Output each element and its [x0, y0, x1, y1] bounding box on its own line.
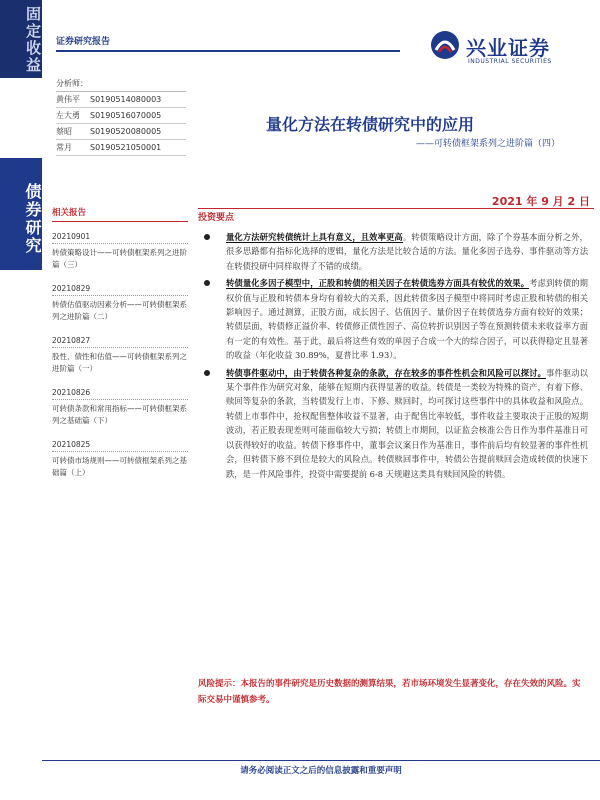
bullet-icon	[204, 370, 210, 376]
sidebar-subcategory-label: 债券研究	[23, 183, 42, 255]
analyst-heading: 分析师：	[56, 76, 186, 92]
analyst-id: S0190521050001	[90, 143, 162, 152]
analyst-row	[56, 92, 186, 108]
company-logo	[430, 28, 590, 72]
analyst-name: 常月	[56, 143, 72, 152]
related-report-date: 20210825	[52, 440, 188, 452]
analyst-id: S0190520080005	[90, 127, 162, 136]
header-divider	[56, 50, 400, 52]
related-reports	[52, 206, 188, 492]
related-report-title: 可转债市场规则——可转债框架系列之基础篇（上）	[52, 456, 187, 477]
related-report-title: 转债策略设计——可转债框架系列之进阶篇（三）	[52, 248, 187, 269]
report-title: 量化方法在转债研究中的应用	[265, 115, 474, 134]
sidebar-category-label: 固定收益	[24, 6, 42, 74]
related-report-title: 股性、债性和估值——可转债框架系列之进阶篇（一）	[52, 352, 187, 373]
key-point-lead: 量化方法研究转债统计上具有意义，且效率更高	[226, 232, 403, 242]
section-heading: 投资要点	[198, 213, 235, 223]
related-report-date: 20210829	[52, 284, 188, 296]
bullet-icon	[204, 234, 210, 240]
related-report-date: 20210827	[52, 336, 188, 348]
key-point-lead: 转债事件驱动中，由于转债各种复杂的条款，存在较多的事件性机会和风险可以探讨。	[226, 367, 546, 378]
key-point	[198, 366, 588, 481]
key-point-body: 。转债策略设计方面，除了个券基本面分析之外，很多思路都有指标化选择的逻辑，量化方法是比较合适的方法。量化多因子选券、事件驱动等方法在转债投研中同样取得了不错的成绩。	[226, 232, 588, 271]
report-subtitle: ——可转债框架系列之进阶篇（四）	[415, 139, 560, 149]
logo-english-name: INDUSTRIAL SECURITIES	[468, 58, 552, 65]
related-reports-title: 相关报告	[52, 206, 188, 222]
analyst-id: S0190514080003	[90, 95, 162, 104]
key-point	[198, 230, 588, 273]
related-report-title: 可转债条款和常用指标——可转债框架系列之基础篇（下）	[52, 404, 187, 425]
bullet-icon	[204, 280, 210, 286]
related-report-date: 20210901	[52, 232, 188, 244]
analyst-name: 蔡昭	[56, 127, 72, 136]
report-date: 2021 年 9 月 2 日	[491, 195, 590, 208]
analyst-id: S0190516070005	[90, 111, 162, 120]
risk-warning: 风险提示：本报告的事件研究是历史数据的测算结果，若市场环境发生显著变化，存在失效的风险。实际交易中谨慎参考。	[198, 679, 581, 705]
analyst-row	[56, 124, 186, 140]
related-report-date: 20210826	[52, 388, 188, 400]
related-report-item[interactable]	[52, 440, 188, 478]
related-report-item[interactable]	[52, 388, 188, 426]
disclosure-footer: 请务必阅读正文之后的信息披露和重要声明	[240, 766, 402, 776]
key-point-body: 考虑到转债的期权价值与正股和转债本身均有着较大的关系，因此转债多因子模型中将同时考虑正股和转债的相关影响因子。通过测算，正股方面，成长因子、估值因子、量价因子在转债选券方面有较好的效果；转债层面，转债修正溢价率、转债修正债性因子、高位转折识别因子等在预测转债未来收益率方面有一定的有效性。基于此，最后将这些有效的单因子合成一个大的综合因子，可以获得稳定且显著的收益（年化收益 30.89%，夏普比率 1.93）。	[226, 278, 588, 361]
analyst-table	[56, 76, 186, 156]
related-report-item[interactable]	[52, 284, 188, 322]
analyst-name: 左大勇	[56, 111, 80, 120]
footer-divider	[42, 760, 600, 761]
key-point-body: 事件驱动以某个事件作为研究对象，能够在短期内获得显著的收益。转债是一类较为特殊的资产，有着下修、赎回等复杂的条款，当转债发行上市、下修、赎回时，均可探讨这些事件中的具体收益和风险点。转债上市事件中，抢权配售整体收益不显著，由于配售比率较低，事件收益主要取决于正股的短期波动，若正股表现差则可能面临较大亏损；转债上市期间，以证监会核准公告日作为事件基准日可以获得较好的收益。转债下修事件中，董事会议案日作为基准日，事件前后均有较显著的事件性机会，但转债下修不到位是较大的风险点。转债赎回事件中，转债公告提前赎回会造成转债的快速下跌，是一件风险事件，投资中需要提前 6-8 天规避这类具有赎回风险的转债。	[226, 367, 588, 479]
analyst-name: 黄伟平	[56, 95, 80, 104]
key-point	[198, 276, 588, 362]
report-type-label: 证券研究报告	[56, 37, 111, 47]
logo-mark-icon	[430, 30, 460, 60]
date-divider	[198, 208, 594, 209]
related-report-item[interactable]	[52, 336, 188, 374]
related-report-title: 转债估值驱动因素分析——可转债框架系列之进阶篇（二）	[52, 300, 187, 321]
related-report-item[interactable]	[52, 232, 188, 270]
analyst-row	[56, 140, 186, 156]
key-points	[198, 230, 588, 484]
logo-name: 兴业证券	[466, 36, 550, 60]
key-point-lead: 转债量化多因子模型中，正股和转债的相关因子在转债选券方面具有较优的效果。	[226, 278, 530, 289]
analyst-row	[56, 108, 186, 124]
